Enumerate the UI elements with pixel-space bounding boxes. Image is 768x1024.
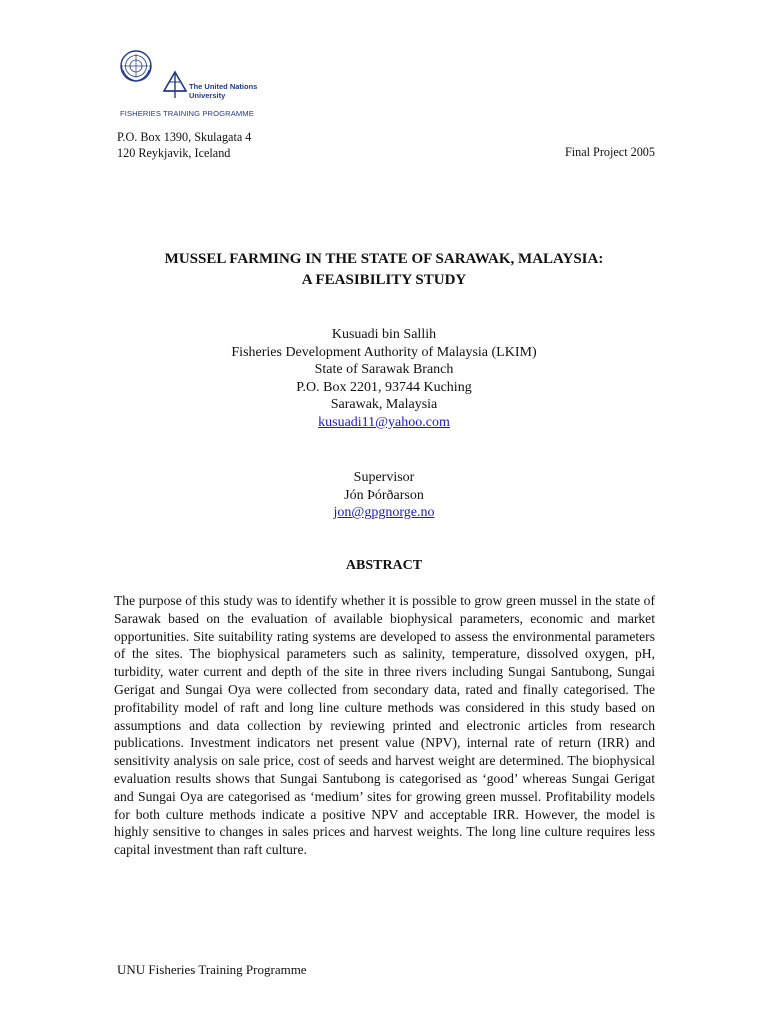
sender-address <box>117 129 251 161</box>
unu-triangle-icon <box>162 70 188 100</box>
unu-name <box>189 82 257 100</box>
unu-name-line1: The United Nations <box>189 82 258 91</box>
programme-name: FISHERIES TRAINING PROGRAMME <box>120 109 254 118</box>
title-line-2: A FEASIBILITY STUDY <box>301 272 467 288</box>
document-title <box>100 249 668 291</box>
supervisor-block <box>100 469 668 522</box>
supervisor-name: Jón Þórðarson <box>344 487 424 503</box>
supervisor-label: Supervisor <box>353 470 415 485</box>
abstract-body: The purpose of this study was to identify whether it is possible to grow green mussel in the state of Sarawak based on the evaluation of available biophysical parameters, economic and market opportunities. Site suitability rating systems are developed to assess the environmental parameters of the sites. The biophysical parameters such as salinity, temperature, dissolved oxygen, pH, turbidity, water current and depth of the site in three rivers including Sungai Santubong, Sungai Gerigat and Sungai Oya were collected from secondary data, rated and finally categorised. The profitability model of raft and long line culture methods was considered in this study based on assumptions and data collection by reviewing printed and electronic articles from research publications. Investment indicators net present value (NPV), internal rate of return (IRR) and sensitivity analysis on sale price, cost of seeds and harvest weight are determined. The biophysical evaluation results shows that Sungai Santubong is categorised as ‘good’ whereas Sungai Gerigat and Sungai Oya are categorised as ‘medium’ sites for growing green mussel. Profitability models for both culture methods indicate a positive NPV and acceptable IRR. However, the model is highly sensitive to changes in sales prices and harvest weights. The long line culture requires less capital investment than raft culture. <box>114 593 655 858</box>
abstract-heading: ABSTRACT <box>345 558 423 573</box>
author-affiliation: Fisheries Development Authority of Malaysia (LKIM) <box>231 344 537 360</box>
author-branch: State of Sarawak Branch <box>314 362 454 378</box>
author-name: Kusuadi bin Sallih <box>331 327 437 342</box>
unu-name-line2: University <box>189 91 226 100</box>
title-line-1: MUSSEL FARMING IN THE STATE OF SARAWAK, MALAYSIA: <box>164 251 604 267</box>
page-footer: UNU Fisheries Training Programme <box>117 962 307 977</box>
supervisor-email-link[interactable]: jon@gpgnorge.no <box>333 505 435 521</box>
un-emblem-icon <box>118 48 154 84</box>
author-email-link[interactable]: kusuadi11@yahoo.com <box>318 414 450 430</box>
unu-ftp-logo <box>118 48 278 123</box>
address-line-1: P.O. Box 1390, Skulagata 4 <box>117 130 252 144</box>
author-block <box>100 326 668 432</box>
author-address: P.O. Box 2201, 93744 Kuching <box>296 379 472 395</box>
address-line-2: 120 Reykjavik, Iceland <box>117 146 231 160</box>
project-label: Final Project 2005 <box>564 145 655 159</box>
author-location: Sarawak, Malaysia <box>330 397 438 413</box>
